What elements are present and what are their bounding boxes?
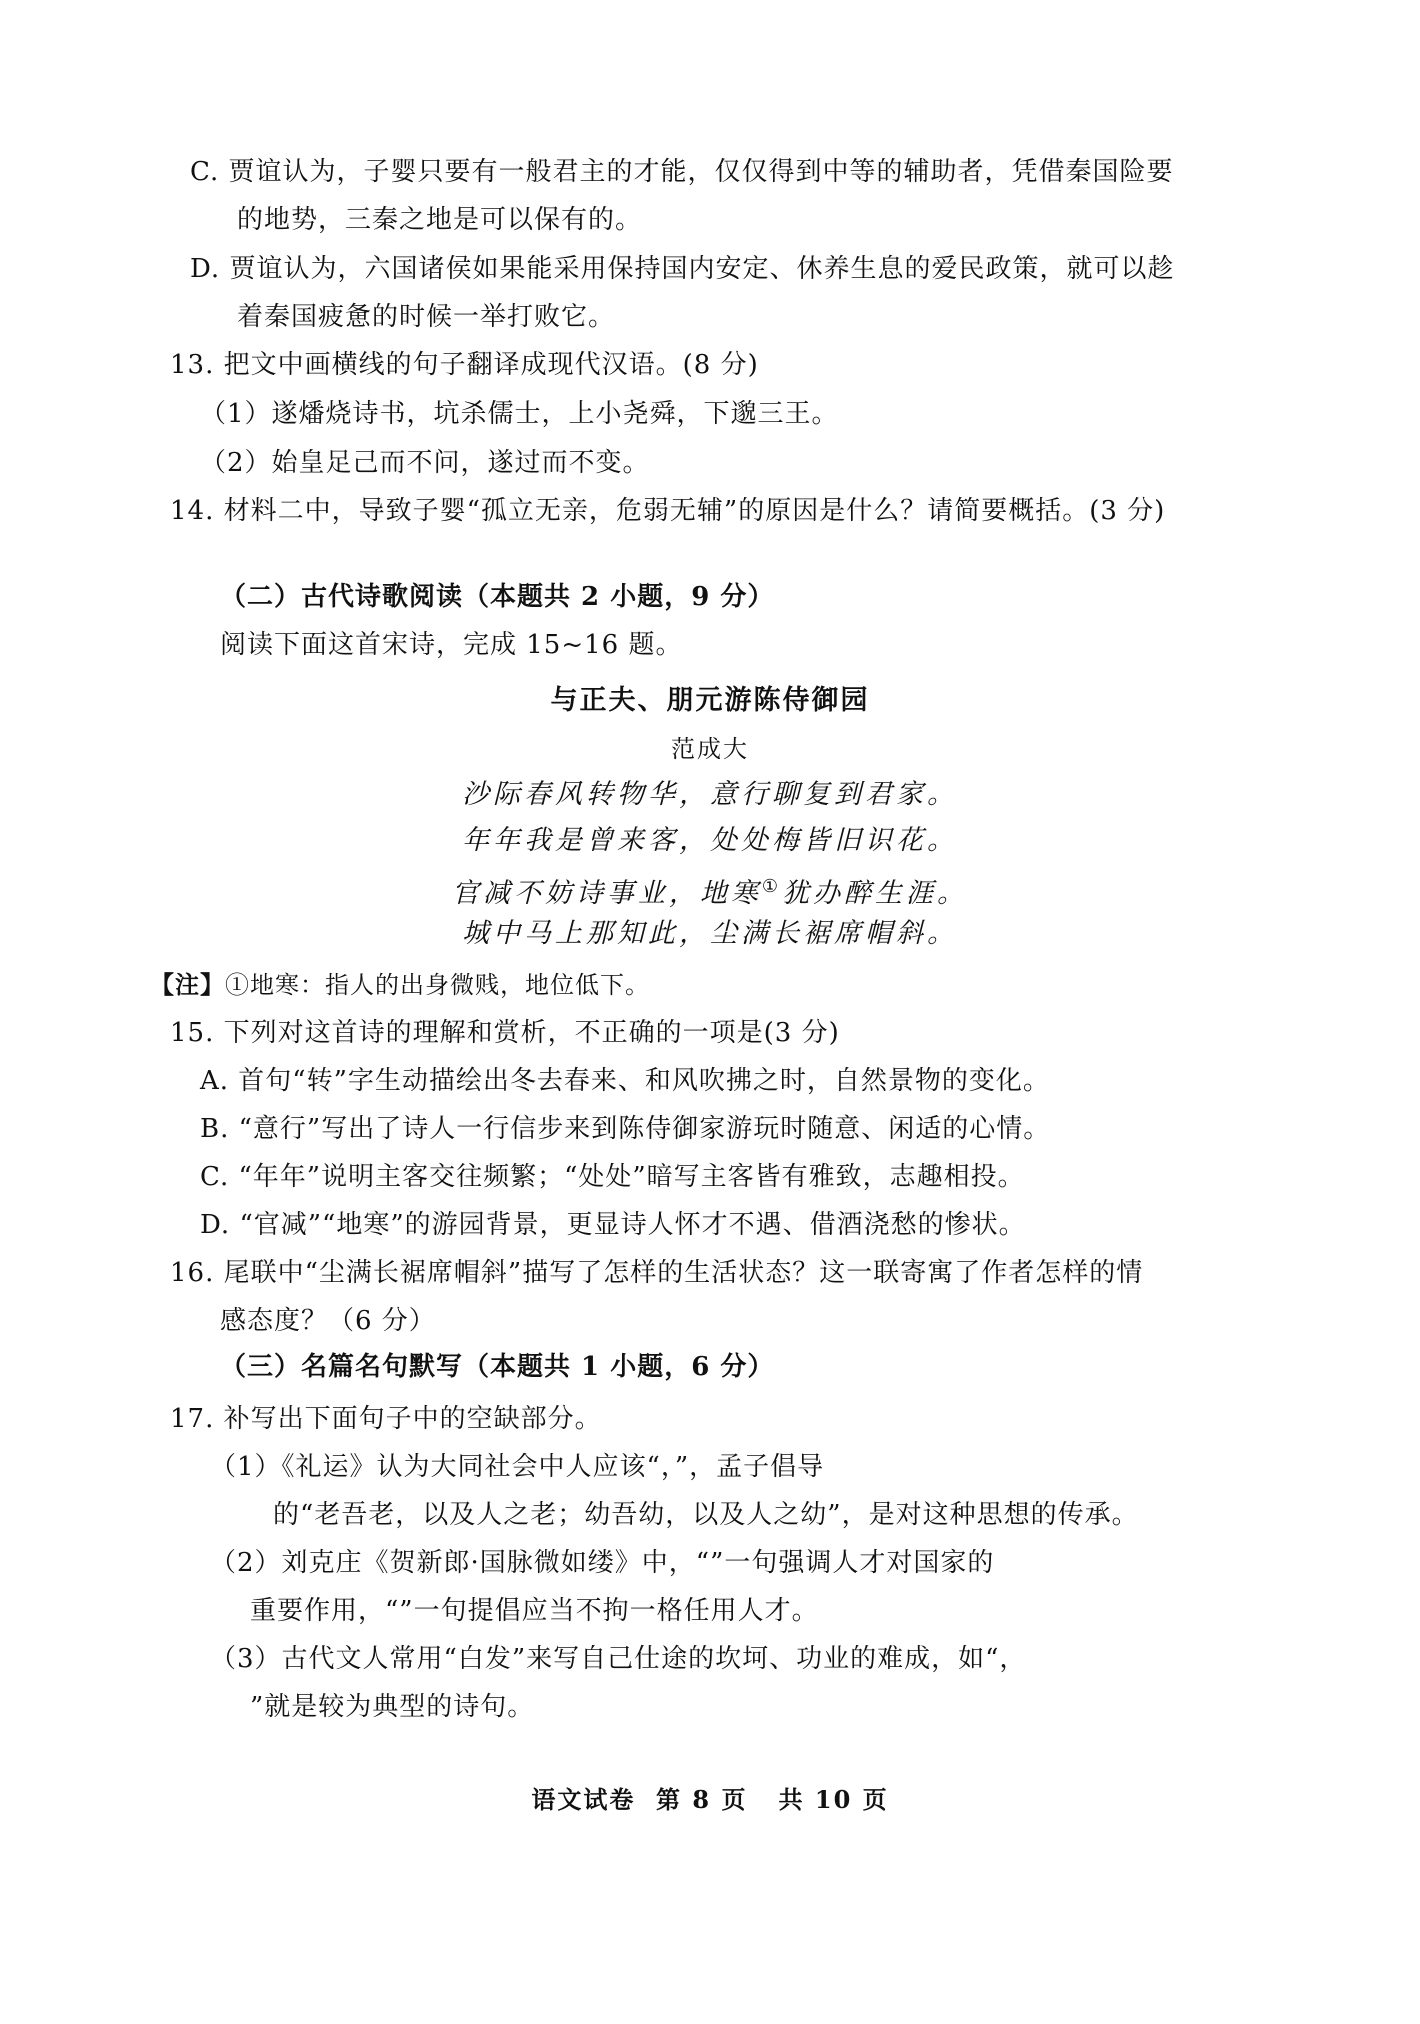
q13-item-1: （1）遂燔烧诗书，坑杀儒士，上小尧舜，下邈三王。 (200, 399, 839, 429)
poem-line-3-part-a: 官减不妨诗事业，地寒 (451, 878, 762, 909)
q17-item-2-text-d: ”一句提倡应当不拘一格任用人才。 (399, 1596, 819, 1626)
poem-line-2: 年年我是曾来客，处处梅皆旧识花。 (462, 825, 958, 856)
q15-option-d: D. “官减”“地寒”的游园背景，更显诗人怀才不遇、借酒浇愁的惨状。 (200, 1210, 1026, 1240)
poem-title: 与正夫、朋元游陈侍御园 (550, 685, 870, 716)
q17-item-3-text-c: ”就是较为典型的诗句。 (250, 1692, 535, 1722)
note-text: ①地寒：指人的出身微贱，地位低下。 (225, 971, 650, 999)
q12-option-d-line1: D. 贾谊认为，六国诸侯如果能采用保持国内安定、休养生息的爱民政策，就可以趁 (190, 254, 1175, 284)
poem-author: 范成大 (671, 735, 749, 763)
q12-option-c-line2: 的地势，三秦之地是可以保有的。 (237, 205, 643, 235)
page-footer (0, 1783, 1420, 1817)
q17-item-2-line-1 (210, 1546, 994, 1580)
footnote-marker: ① (761, 876, 783, 897)
note-label: 【注】 (150, 970, 225, 999)
q17-item-3-line-1 (210, 1642, 1026, 1676)
footer-page-number: 第 8 页 (656, 1785, 748, 1814)
q17-item-1-line-2: 的“老吾老，以及人之老；幼吾幼，以及人之幼”，是对这种思想的传承。 (273, 1500, 1139, 1530)
poem-line-3 (0, 870, 1420, 911)
q15-stem: 15. 下列对这首诗的理解和赏析，不正确的一项是(3 分) (170, 1018, 840, 1048)
q16-line-1: 16. 尾联中“尘满长裾席帽斜”描写了怎样的生活状态？这一联寄寓了作者怎样的情 (170, 1258, 1144, 1288)
q17-item-2-text-b: ”一句强调人才对国家的 (710, 1548, 995, 1578)
q12-option-c-line1: C. 贾谊认为，子婴只要有一般君主的才能，仅仅得到中等的辅助者，凭借秦国险要 (190, 157, 1174, 187)
poem-note (150, 968, 650, 1002)
footer-total-pages: 共 10 页 (778, 1785, 889, 1814)
q17-item-1-line-1 (210, 1450, 824, 1484)
poem-line-3-part-b: 犹办醉生涯。 (782, 878, 969, 909)
section2-intro: 阅读下面这首宋诗，完成 15~16 题。 (220, 630, 683, 660)
poem-line-1: 沙际春风转物华，意行聊复到君家。 (462, 779, 958, 810)
q15-option-b: B. “意行”写出了诗人一行信步来到陈侍御家游玩时随意、闲适的心情。 (200, 1114, 1051, 1144)
q13-stem: 13. 把文中画横线的句子翻译成现代汉语。(8 分) (170, 350, 759, 380)
q17-item-2-line-2 (250, 1594, 819, 1628)
q17-item-3-text-b: ， (999, 1644, 1027, 1674)
q17-item-2-text-a: （2）刘克庄《贺新郎·国脉微如缕》中，“ (210, 1548, 711, 1578)
q15-option-a: A. 首句“转”字生动描绘出冬去春来、和风吹拂之时，自然景物的变化。 (200, 1066, 1050, 1096)
section3-heading: （三）名篇名句默写（本题共 1 小题，6 分） (220, 1352, 775, 1382)
q17-item-1-sep: ， (660, 1452, 675, 1482)
q17-stem: 17. 补写出下面句子中的空缺部分。 (170, 1404, 602, 1434)
footer-subject: 语文试卷 (531, 1785, 636, 1814)
q16-line-2: 感态度？（6 分） (220, 1306, 436, 1336)
q17-item-3-text-a: （3）古代文人常用“白发”来写自己仕途的坎坷、功业的难成，如“ (210, 1644, 1000, 1674)
q15-option-c: C. “年年”说明主客交往频繁；“处处”暗写主客皆有雅致，志趣相投。 (200, 1162, 1025, 1192)
poem-line-4: 城中马上那知此，尘满长裾席帽斜。 (462, 918, 958, 949)
q17-item-3-line-2 (250, 1690, 534, 1724)
section2-heading: （二）古代诗歌阅读（本题共 2 小题，9 分） (220, 582, 775, 612)
q12-option-d-line2: 着秦国疲惫的时候一举打败它。 (237, 302, 616, 332)
q17-item-1-text-a: （1）《礼运》认为大同社会中人应该“ (210, 1452, 661, 1482)
q14-stem: 14. 材料二中，导致子婴“孤立无亲，危弱无辅”的原因是什么？请简要概括。(3 分) (170, 496, 1166, 526)
q17-item-2-text-c: 重要作用，“ (250, 1596, 400, 1626)
q17-item-1-text-b: ”，孟子倡导 (674, 1452, 825, 1482)
q13-item-2: （2）始皇足己而不问，遂过而不变。 (200, 448, 650, 478)
